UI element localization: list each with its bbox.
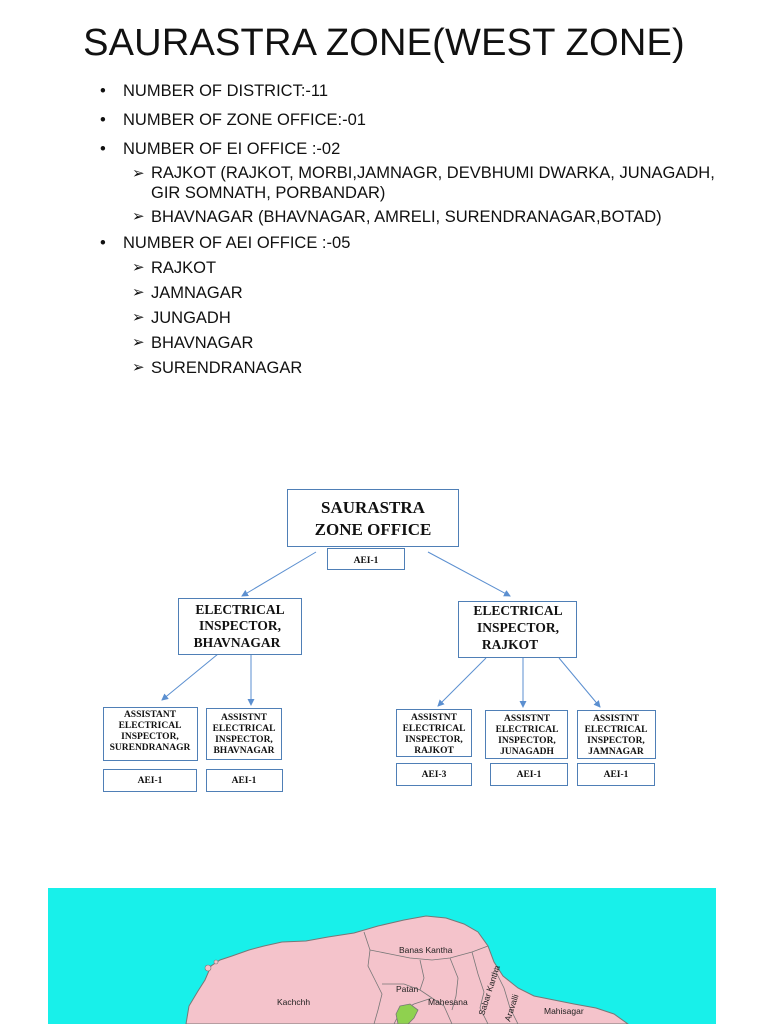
aei-junagadh-line-1: ASSISTNT [504,714,550,724]
map-islet [214,960,218,964]
bullet-text: NUMBER OF AEI OFFICE :-05 [123,234,351,252]
aei-rajkot-line-2: ELECTRICAL [402,724,466,734]
aei-junagadh-line-3: INSPECTOR, [498,736,556,746]
sub-item [132,332,740,354]
ei-bhavnagar-line-1: ELECTRICAL [195,602,285,617]
map-label-kachchh: Kachchh [277,997,311,1007]
bullet-item [100,232,740,255]
map-label-sabar-kantha: Sabar Kantha [476,964,502,1017]
sub-item-text: RAJKOT (RAJKOT, MORBI,JAMNAGR, DEVBHUMI DWARKA, JUNAGADH, GIR SOMNATH, PORBANDAR) [151,164,715,202]
map-label-aravalli: Aravalli [502,993,521,1023]
zone-office-line-2: ZONE OFFICE [314,520,432,539]
aei-surendranagar-line-4: SURENDRANAGR [109,743,191,753]
arrow-bullet-icon: ➢ [132,208,145,225]
map-label-patan: Patan [396,984,419,994]
zone-aei-label: AEI-1 [353,556,379,566]
aei-rajkot-line-3: INSPECTOR, [405,735,463,745]
aei-jamnagar-count: AEI-1 [603,770,629,780]
ei-bhavnagar-line-2: INSPECTOR, [199,618,281,633]
bullet-dot [100,232,123,255]
map-label-mahisagar: Mahisagar [544,1006,584,1016]
bullet-list [100,80,740,382]
aei-bhavnagar-line-3: INSPECTOR, [215,735,273,745]
aei-junagadh-count: AEI-1 [516,770,542,780]
page-title: SAURASTRA ZONE(WEST ZONE) [83,22,685,64]
sub-item-text: BHAVNAGAR (BHAVNAGAR, AMRELI, SURENDRANAGAR,BOTAD) [151,208,662,226]
arrow-bullet-icon: ➢ [132,284,145,301]
aei-rajkot-count: AEI-3 [421,770,447,780]
aei-surendranagar-line-1: ASSISTANT [123,710,177,720]
aei-surendranagar-line-3: INSPECTOR, [121,732,179,742]
connector-bhavnagar-to-surendranagar [162,654,218,700]
zone-office-line-1: SAURASTRA [321,498,425,517]
map-islet [205,965,211,971]
bullet-item [100,138,740,161]
sub-item-text: JAMNAGAR [151,284,243,302]
connector-rajkot-to-jamnagar [559,658,600,707]
sub-item-text: JUNGADH [151,309,231,327]
connector-zone-to-bhavnagar [242,552,316,596]
aei-jamnagar-line-2: ELECTRICAL [584,725,648,735]
sub-item [132,357,740,379]
connector-zone-to-rajkot [428,552,510,596]
sub-list [132,257,740,379]
map-graphic [48,888,716,1024]
aei-surendranagar-line-2: ELECTRICAL [118,721,182,731]
ei-bhavnagar-line-3: BHAVNAGAR [193,635,281,650]
aei-bhavnagar-line-2: ELECTRICAL [212,724,276,734]
map-label-mahesana: Mahesana [428,997,468,1007]
gujarat-map [48,888,716,1024]
bullet-dot [100,109,123,132]
ei-rajkot-line-2: INSPECTOR, [477,620,559,635]
aei-bhavnagar-line-1: ASSISTNT [221,713,267,723]
bullet-text: NUMBER OF DISTRICT:-11 [123,82,329,100]
ei-rajkot-line-1: ELECTRICAL [473,603,563,618]
ei-rajkot-line-3: RAJKOT [481,637,539,652]
bullet-dot [100,80,123,103]
bullet-item [100,80,740,103]
arrow-bullet-icon: ➢ [132,259,145,276]
aei-junagadh-line-2: ELECTRICAL [495,725,559,735]
sub-item [132,163,740,203]
aei-rajkot-line-4: RAJKOT [414,746,454,756]
sub-item [132,206,740,228]
bullet-text: NUMBER OF ZONE OFFICE:-01 [123,111,366,129]
arrow-bullet-icon: ➢ [132,359,145,376]
sub-item-text: RAJKOT [151,259,217,277]
aei-bhavnagar-count: AEI-1 [231,776,257,786]
aei-jamnagar-line-4: JAMNAGAR [588,747,644,757]
aei-jamnagar-line-1: ASSISTNT [593,714,639,724]
arrow-bullet-icon: ➢ [132,334,145,351]
sub-item-text: SURENDRANAGAR [151,359,303,377]
aei-surendranagar-count: AEI-1 [137,776,163,786]
aei-junagadh-line-4: JUNAGADH [500,747,554,757]
aei-bhavnagar-line-4: BHAVNAGAR [213,746,275,756]
bullet-dot [100,138,123,161]
bullet-text: NUMBER OF EI OFFICE :-02 [123,140,341,158]
map-label-banas-kantha: Banas Kantha [399,945,453,955]
aei-rajkot-line-1: ASSISTNT [411,713,457,723]
sub-item-text: BHAVNAGAR [151,334,254,352]
org-chart [0,480,768,810]
sub-item [132,307,740,329]
bullet-item [100,109,740,132]
aei-jamnagar-line-3: INSPECTOR, [587,736,645,746]
sub-item [132,282,740,304]
connector-rajkot-to-rajkot-aei [438,658,486,706]
arrow-bullet-icon: ➢ [132,309,145,326]
arrow-bullet-icon: ➢ [132,165,145,182]
sub-item [132,257,740,279]
sub-list [132,163,740,228]
